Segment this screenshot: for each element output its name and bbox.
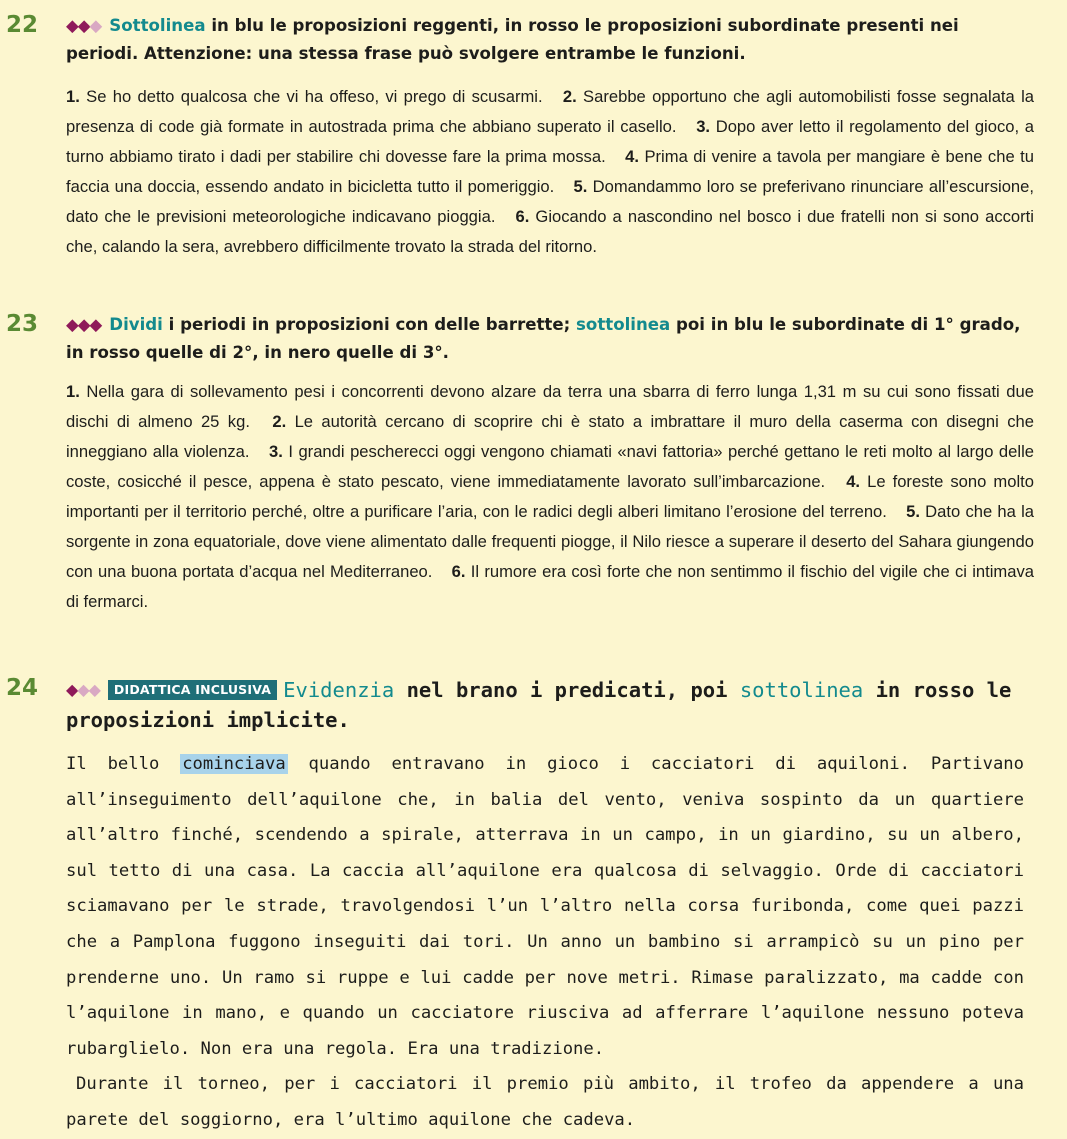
exercise-number: 22: [6, 12, 39, 38]
exercise-instruction: [66, 311, 1036, 367]
exercise-number: 24: [6, 675, 39, 701]
reading-passage: [66, 747, 1024, 1139]
inclusive-teaching-badge: DIDATTICA INCLUSIVA: [108, 680, 277, 700]
exercise-number: 23: [6, 311, 39, 337]
passage-text: Il bello: [66, 754, 181, 774]
exercise-instruction: [66, 675, 1036, 735]
item-number: 5.: [906, 502, 920, 521]
item-text: Il rumore era così forte che non sentimmo il fischio del vigile che ci intimava di fermarci.: [66, 562, 1035, 611]
item-number: 6.: [451, 562, 466, 581]
instruction-text: nel brano i predicati, poi: [394, 678, 740, 702]
item-number: 4.: [625, 147, 639, 166]
instruction-keyword: sottolinea: [576, 315, 671, 334]
difficulty-diamonds-icon: ◆◆◆: [66, 16, 102, 35]
item-number: 5.: [573, 177, 588, 196]
item-text: Dopo aver letto il regolamento del gioco, a turno abbiamo tirato i dadi per stabilire chi dovesse fare la prima mossa.: [66, 117, 1035, 166]
instruction-keyword: Dividi: [109, 315, 163, 334]
item-text: Prima di venire a tavola per mangiare è bene che tu faccia una doccia, essendo andato in bicicletta tutto il pomeriggio.: [66, 147, 1034, 196]
item-text: Le foreste sono molto importanti per il territorio perché, oltre a purificare l’aria, con le radici degli alberi limitano l’erosione del terreno.: [66, 472, 1034, 521]
item-text: I grandi pescherecci oggi vengono chiamati «navi fattoria» perché gettano le reti molto al largo delle coste, cosicché il pesce, appena è stato pescato, viene immediatamente lavorato sull’imbarcazione.: [66, 442, 1034, 491]
item-text: Se ho detto qualcosa che vi ha offeso, vi prego di scusarmi.: [79, 87, 543, 106]
passage-text: quando entravano in gioco i cacciatori di aquiloni. Partivano all’inseguimento dell’aquilone che, in balia del vento, veniva sospinto da un quartiere all’altro finché, scendendo a spirale, atterrava in un campo, in un giardino, su un albero, sul tetto di una casa. La caccia all’aquilone era qualcosa di selvaggio. Orde di cacciatori sciamavano per le strade, travolgendosi l’un l’altro nella corsa furibonda, come quei pazzi che a Pamplona fuggono inseguiti dai tori. Un anno un bambino si arrampicò su un pino per prenderne uno. Un ramo si ruppe e lui cadde per nove metri. Rimase paralizzato, ma cadde con l’aquilone in mano, e quando un cacciatore riusciva ad afferrare l’aquilone nessuno poteva rubarglielo. Non era una regola. Era una tradizione.: [66, 754, 1024, 1059]
instruction-keyword: Sottolinea: [109, 16, 206, 35]
item-text: Giocando a nascondino nel bosco i due fratelli non si sono accorti che, calando la sera, avrebbero difficilmente trovato la strada del ritorno.: [66, 207, 1034, 256]
instruction-keyword: sottolinea: [739, 678, 864, 702]
item-number: 2.: [562, 87, 577, 106]
instruction-text: poi in blu le subordinate di 1° grado, in rosso quelle di 2°, in nero quelle di 3°.: [66, 315, 1021, 362]
difficulty-diamonds-icon: ◆◆◆: [66, 680, 100, 699]
item-text: Nella gara di sollevamento pesi i concorrenti devono alzare da terra una sbarra di ferro lunga 1,31 m su cui sono fissati due dischi di almeno 25 kg.: [66, 382, 1034, 431]
item-number: 2.: [272, 412, 287, 431]
highlighted-predicate: cominciava: [182, 754, 286, 774]
item-number: 3.: [696, 117, 711, 136]
instruction-text: in rosso le proposizioni implicite.: [66, 678, 1012, 732]
instruction-keyword: Evidenzia: [283, 678, 395, 702]
item-text: Sarebbe opportuno che agli automobilisti fosse segnalata la presenza di code già formate in autostrada prima che abbiano superato il casello.: [66, 87, 1034, 136]
item-text: Le autorità cercano di scoprire chi è stato a imbrattare il muro della caserma con disegni che inneggiano alla violenza.: [66, 412, 1034, 461]
sentence-item: [66, 87, 543, 106]
difficulty-diamonds-icon: ◆◆◆: [66, 315, 102, 334]
item-number: 3.: [269, 442, 283, 461]
item-text: Domandammo loro se preferivano rinunciare all’escursione, dato che le previsioni meteorologiche indicavano pioggia.: [66, 177, 1034, 226]
passage-text: Durante il torneo, per i cacciatori il premio più ambito, il trofeo da appendere a una parete del soggiorno, era l’ultimo aquilone che cadeva.: [66, 1074, 1024, 1130]
exercise-sentences: [66, 82, 1034, 262]
exercise-sentences: [66, 377, 1034, 617]
exercise-instruction: [66, 12, 1036, 68]
item-number: 6.: [515, 207, 530, 226]
item-number: 1.: [66, 87, 80, 106]
item-number: 4.: [846, 472, 861, 491]
item-text: Dato che ha la sorgente in zona equatoriale, dove viene alimentato dalle frequenti piogge, il Nilo riesce a superare il deserto del Sahara giungendo con una buona portata d’acqua nel Mediterraneo.: [66, 502, 1034, 581]
instruction-text: in blu le proposizioni reggenti, in rosso le proposizioni subordinate presenti nei periodi. Attenzione: una stessa frase può svolgere entrambe le funzioni.: [66, 16, 959, 63]
item-number: 1.: [66, 382, 80, 401]
instruction-text: i periodi in proposizioni con delle barrette;: [162, 315, 577, 334]
